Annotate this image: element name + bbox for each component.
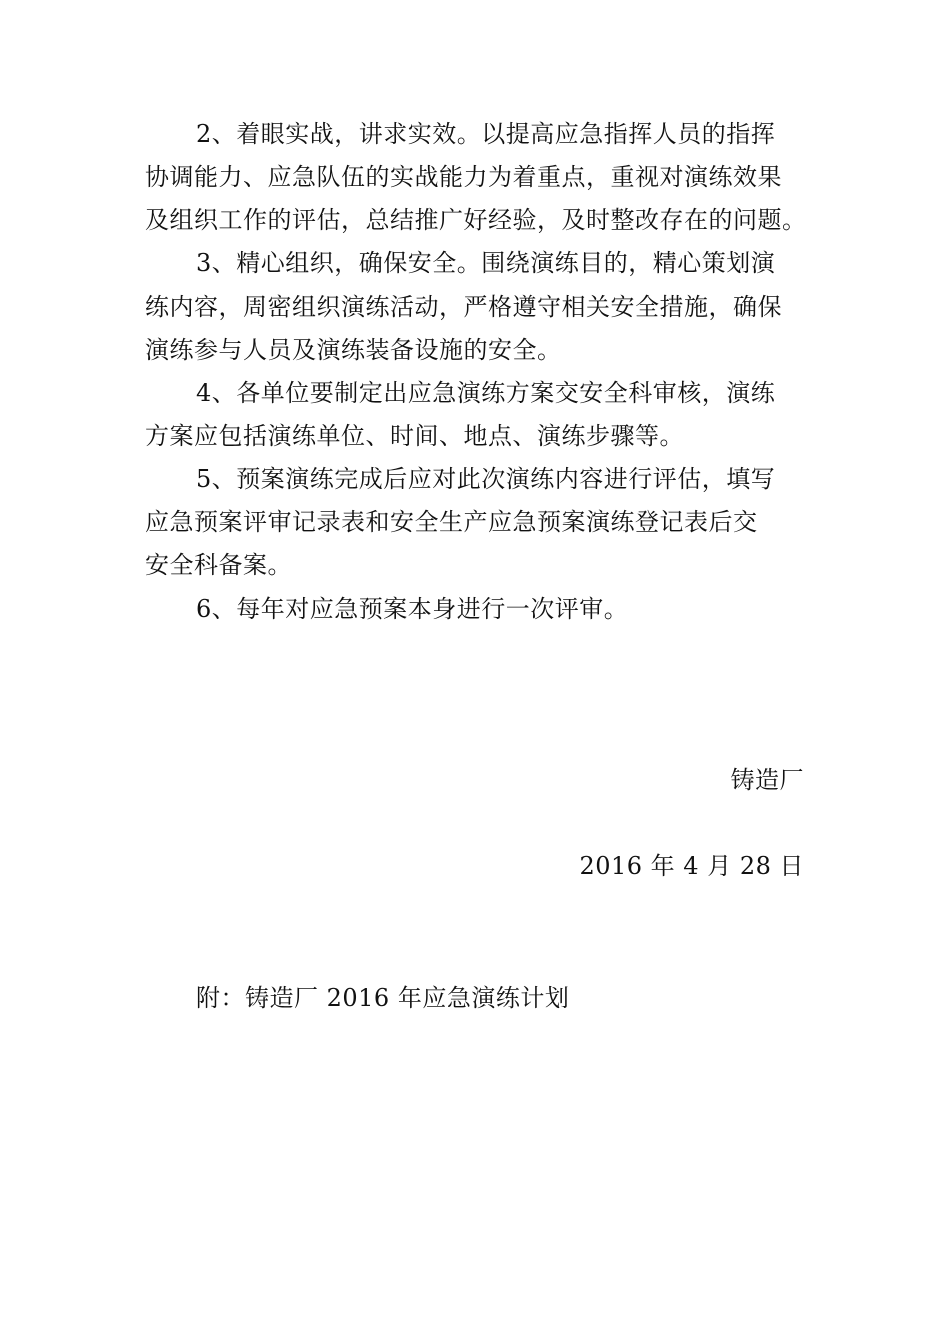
paragraph-3-line-2: 练内容，周密组织演练活动，严格遵守相关安全措施，确保 (145, 293, 782, 321)
attachment-note: 附：铸造厂 2016 年应急演练计划 (196, 984, 570, 1012)
paragraph-3-line-1: 3、精心组织，确保安全。围绕演练目的，精心策划演 (196, 249, 776, 277)
paragraph-2-line-2: 协调能力、应急队伍的实战能力为着重点，重视对演练效果 (145, 163, 782, 191)
paragraph-5-line-3: 安全科备案。 (145, 551, 292, 579)
paragraph-5-line-1: 5、预案演练完成后应对此次演练内容进行评估，填写 (196, 465, 776, 493)
signature-date: 2016 年 4 月 28 日 (579, 852, 804, 880)
paragraph-2-line-1: 2、着眼实战，讲求实效。以提高应急指挥人员的指挥 (196, 120, 776, 148)
paragraph-3-line-3: 演练参与人员及演练装备设施的安全。 (145, 336, 562, 364)
paragraph-2-line-3: 及组织工作的评估，总结推广好经验，及时整改存在的问题。 (145, 206, 807, 234)
paragraph-5-line-2: 应急预案评审记录表和安全生产应急预案演练登记表后交 (145, 508, 758, 536)
signature-organization: 铸造厂 (730, 766, 804, 794)
paragraph-4-line-2: 方案应包括演练单位、时间、地点、演练步骤等。 (145, 422, 684, 450)
paragraph-4-line-1: 4、各单位要制定出应急演练方案交安全科审核，演练 (196, 379, 776, 407)
paragraph-6-line-1: 6、每年对应急预案本身进行一次评审。 (196, 595, 629, 623)
